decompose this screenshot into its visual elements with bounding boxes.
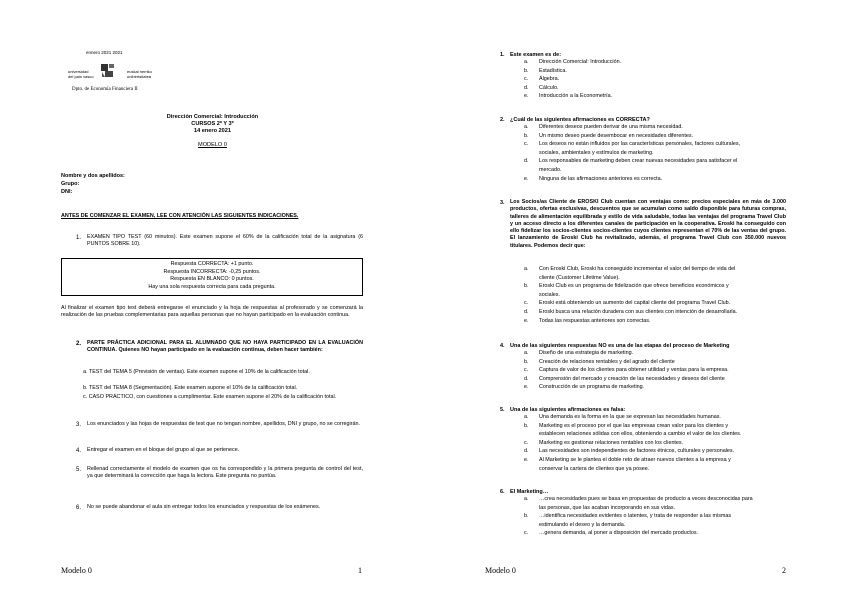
option-text: …crea necesidades pues se basa en propuestas de producto a veces desconocidas para [539, 496, 753, 502]
item-2-option-c: c. CASO PRÁCTICO, con cuestiones a cumplimentar. Este examen supone el 20% de la calificación total. [83, 394, 337, 400]
option-text: Dirección Comercial: Introducción. [539, 59, 622, 65]
course-years: CURSOS 2º Y 3º [191, 121, 234, 127]
option-marker: d. [524, 308, 529, 315]
option-text: Introducción a la Econometría. [539, 93, 613, 100]
option-marker: b. [524, 513, 529, 520]
q5-stem: Una de las siguientes afirmaciones es falsa: [510, 407, 626, 413]
option-marker: c. [524, 367, 529, 374]
option-marker: a. [524, 59, 529, 65]
item-1-number: 1. [76, 235, 82, 241]
option-text: Diseño de una estrategia de marketing. [539, 350, 634, 356]
course-title: Dirección Comercial: Introducción [166, 114, 259, 120]
item-2-option-a: a. TEST del TEMA 5 (Previsión de ventas). Este examen supone el 10% de la calificación total. [83, 369, 310, 375]
exam-date: 14 enero 2021 [193, 128, 231, 134]
scoring-correct: Respuesta CORRECTA: +1 punto. [170, 261, 254, 267]
q1-stem: Este examen es de: [510, 52, 562, 58]
option-text: Al Marketing se le plantea el doble reto de atraer nuevos clientes a la empresa y [539, 456, 731, 463]
q6-number: 6. [500, 489, 505, 495]
option-text: sociales, ambientales y estímulos de marketing. [539, 149, 654, 156]
logo-text-es-2: del país vasco [68, 73, 94, 79]
option-marker: c. [524, 439, 529, 446]
item-6-number: 6. [76, 505, 82, 511]
option-text: Marketing es gestionar relaciones rentables con los clientes. [539, 439, 684, 446]
option-text: Diferentes deseos pueden derivar de una misma necesidad. [539, 124, 683, 130]
option-text: Una demanda es la forma en la que se expresan las necesidades humanas. [539, 414, 721, 420]
logo-text-eu-2: unibertsitatea [127, 73, 152, 79]
option-marker: c. [524, 76, 529, 83]
q5-number: 5. [500, 407, 505, 413]
option-marker: b. [524, 422, 529, 429]
option-marker: d. [524, 448, 529, 455]
scoring-blank: Respuesta EN BLANCO: 0 puntos. [170, 276, 254, 282]
option-text: Marketing es el proceso por el que las empresas crean valor para los clientes y [539, 422, 729, 429]
option-marker: d. [524, 84, 529, 91]
option-text: Los deseos no están influidos por las características personales, factores culturales, [539, 141, 741, 148]
option-text: Las necesidades son independientes de factores étnicos, culturales y personales. [539, 448, 735, 455]
option-text: Un mismo deseo puede desembocar en necesidades diferentes. [539, 132, 694, 139]
after-test-paragraph: Al finalizar el examen tipo test deberá entregarse el enunciado y la hoja de respuestas al profesorado y se comenzará la realización de las pruebas complementarias para aquellas personas que no hayan participado en la evaluación continua. [61, 305, 363, 318]
q4-stem: Una de las siguientes respuestas NO es una de las etapas del proceso de Marketing [510, 343, 730, 349]
group-field-label: Grupo: [61, 181, 80, 187]
option-marker: a. [524, 266, 529, 272]
dni-field-label: DNI: [61, 189, 73, 195]
item-3-number: 3. [76, 422, 82, 428]
item-2-text: PARTE PRÁCTICA ADICIONAL PARA EL ALUMNADO QUE NO HAYA PARTICIPADO EN LA EVALUACIÓN CONTINUA. Quienes NO hayan participado en la evaluación continua, deben hacer también: [87, 340, 363, 353]
item-2-option-b: b. TEST del TEMA 8 (Segmentación). Este examen supone el 10% de la calificación total. [83, 385, 298, 391]
footer-model-label: Modelo 0 [61, 566, 92, 575]
option-marker: a. [524, 350, 529, 356]
option-marker: c. [524, 530, 529, 537]
option-text: Eroski busca una relación duradera con sus clientes con intención de desarrollarla. [539, 308, 738, 315]
option-marker: b. [524, 67, 529, 74]
option-marker: a. [524, 414, 529, 420]
option-marker: a. [524, 124, 529, 130]
department-label: Dpto. de Economía Financiera II [72, 87, 138, 92]
item-4-number: 4. [76, 448, 82, 454]
item-6-text: No se puede abandonar el aula sin entregar todos los enunciados y respuestas de los exámenes. [87, 504, 321, 510]
option-marker: e. [524, 317, 529, 324]
option-marker: e. [524, 175, 529, 182]
option-text: sociales. [539, 291, 560, 298]
q1-number: 1. [500, 52, 505, 58]
option-text: las personas, que las acaban incorporando en sus vidas. [539, 504, 676, 511]
item-5-text: Rellenad correctamente el modelo de examen que os ha correspondido y la primera pregunta de control del test, ya que determinará la corrección que haga la lectora. Este pregunta no puntúa. [87, 466, 363, 479]
q2-number: 2. [500, 117, 505, 123]
q3-stem: Los Socios/as Cliente de EROSKI Club cuentan con ventajas como: precios especiales en más de 3.000 productos, ofertas exclusivas, descuentos que se acumulan como saldo disponible para futuras compras, talleres de alimentación equilibrada y estilo de vida saludable, todas las ventajas del programa Travel Club y un acceso directo a los diferentes canales de participación en la cooperativa. Eroski ha conseguido con ello fidelizar los socios-clientes socios-clientes cuyos clientes representan el 70% de las ventas del grupo. El lanzamiento de Eroski Club ha revitalizado, además, el programa Travel Club con 350.000 nuevos titulares. Podemos decir que: [510, 199, 786, 249]
option-marker: e. [524, 384, 529, 391]
option-text: conservar la cartera de clientes que ya posee. [539, 465, 650, 472]
university-logo [64, 63, 174, 83]
option-text: Álgebra. [539, 76, 560, 83]
footer-page-number: 2 [782, 566, 786, 575]
option-text: Con Eroski Club, Eroski ha conseguido incrementar el valor del tiempo de vida del [539, 266, 736, 272]
item-3-text: Los enunciados y las hojas de respuestas de test que no tengan nombre, apellidos, DNI y grupo, no se corregirán. [87, 421, 360, 427]
option-text: Cálculo. [539, 84, 559, 91]
q4-number: 4. [500, 343, 505, 349]
option-text: establecen relaciones sólidas con ellos, obteniendo a cambio el valor de los clientes. [539, 431, 742, 438]
item-5-number: 5. [76, 467, 82, 473]
option-marker: d. [524, 375, 529, 382]
header-top-label: ennero 2021 2021 [86, 50, 123, 55]
item-4-text: Entregar el examen en el bloque del grupo al que se pertenece. [87, 447, 240, 453]
scoring-box [61, 258, 363, 296]
footer-page-number: 1 [358, 566, 362, 575]
option-marker: c. [524, 141, 529, 148]
q6-stem: El Marketing… [510, 489, 549, 495]
option-text: Estadística. [539, 67, 567, 74]
option-marker: e. [524, 456, 529, 463]
option-text: Los responsables de marketing deben crear nuevas necesidades para satisfacer el [539, 158, 738, 165]
option-text: …identifica necesidades evidentes o latentes, y trata de responder a las mismas [539, 513, 732, 520]
scoring-incorrect: Respuesta INCORRECTA: -0,25 puntos. [163, 268, 261, 275]
name-field-label: Nombre y dos apellidos: [61, 173, 125, 179]
instructions-heading: ANTES DE COMENZAR EL EXAMEN, LEE CON ATENCIÓN LAS SIGUIENTES INDICACIONES. [61, 213, 299, 219]
option-text: Todas las respuestas anteriores son correctas. [539, 317, 651, 324]
option-text: Eroski Club es un programa de fidelización que ofrece beneficios económicos y [539, 283, 729, 290]
option-marker: b. [524, 132, 529, 139]
option-text: cliente (Customer Lifetime Value). [539, 274, 620, 281]
item-2-number: 2. [76, 341, 82, 347]
page-2 [424, 0, 848, 599]
option-marker: d. [524, 158, 529, 165]
option-text: estimulando el deseo y la demanda. [539, 521, 626, 528]
footer-model-label: Modelo 0 [485, 566, 516, 575]
option-text: Eroski está obteniendo un aumento del capital cliente del programa Travel Club. [539, 300, 731, 307]
option-text: Comprensión del mercado y creación de las necesidades y deseos del cliente [539, 375, 725, 382]
scoring-single-answer: Hay una sola respuesta correcta para cada pregunta. [148, 283, 276, 290]
option-marker: b. [524, 283, 529, 290]
option-marker: b. [524, 358, 529, 365]
exam-model: MODELO 0 [198, 142, 227, 148]
item-1-text: EXAMEN TIPO TEST (60 minutos). Este examen supone el 60% de la calificación total de la asignatura (6 PUNTOS SOBRE 10). [87, 234, 363, 247]
option-text: Creación de relaciones rentables y del agrado del cliente [539, 358, 675, 365]
option-text: mercado. [539, 166, 562, 173]
option-marker: a. [524, 496, 529, 502]
option-marker: c. [524, 300, 529, 307]
logo-text-es-1: universidad [68, 69, 89, 74]
logo-text-eu-1: euskal herriko [127, 69, 152, 74]
option-text: Construcción de un programa de marketing. [539, 384, 645, 391]
option-text: …genera demanda, al poner a disposición del mercado productos. [539, 530, 699, 537]
option-text: Captura de valor de los clientes para obtener utilidad y ventas para la empresa. [539, 367, 729, 374]
q2-stem: ¿Cuál de las siguientes afirmaciones es CORRECTA? [510, 117, 650, 123]
q3-number: 3. [500, 200, 505, 206]
option-marker: e. [524, 93, 529, 100]
option-text: Ninguna de las afirmaciones anteriores es correcta. [539, 175, 663, 182]
